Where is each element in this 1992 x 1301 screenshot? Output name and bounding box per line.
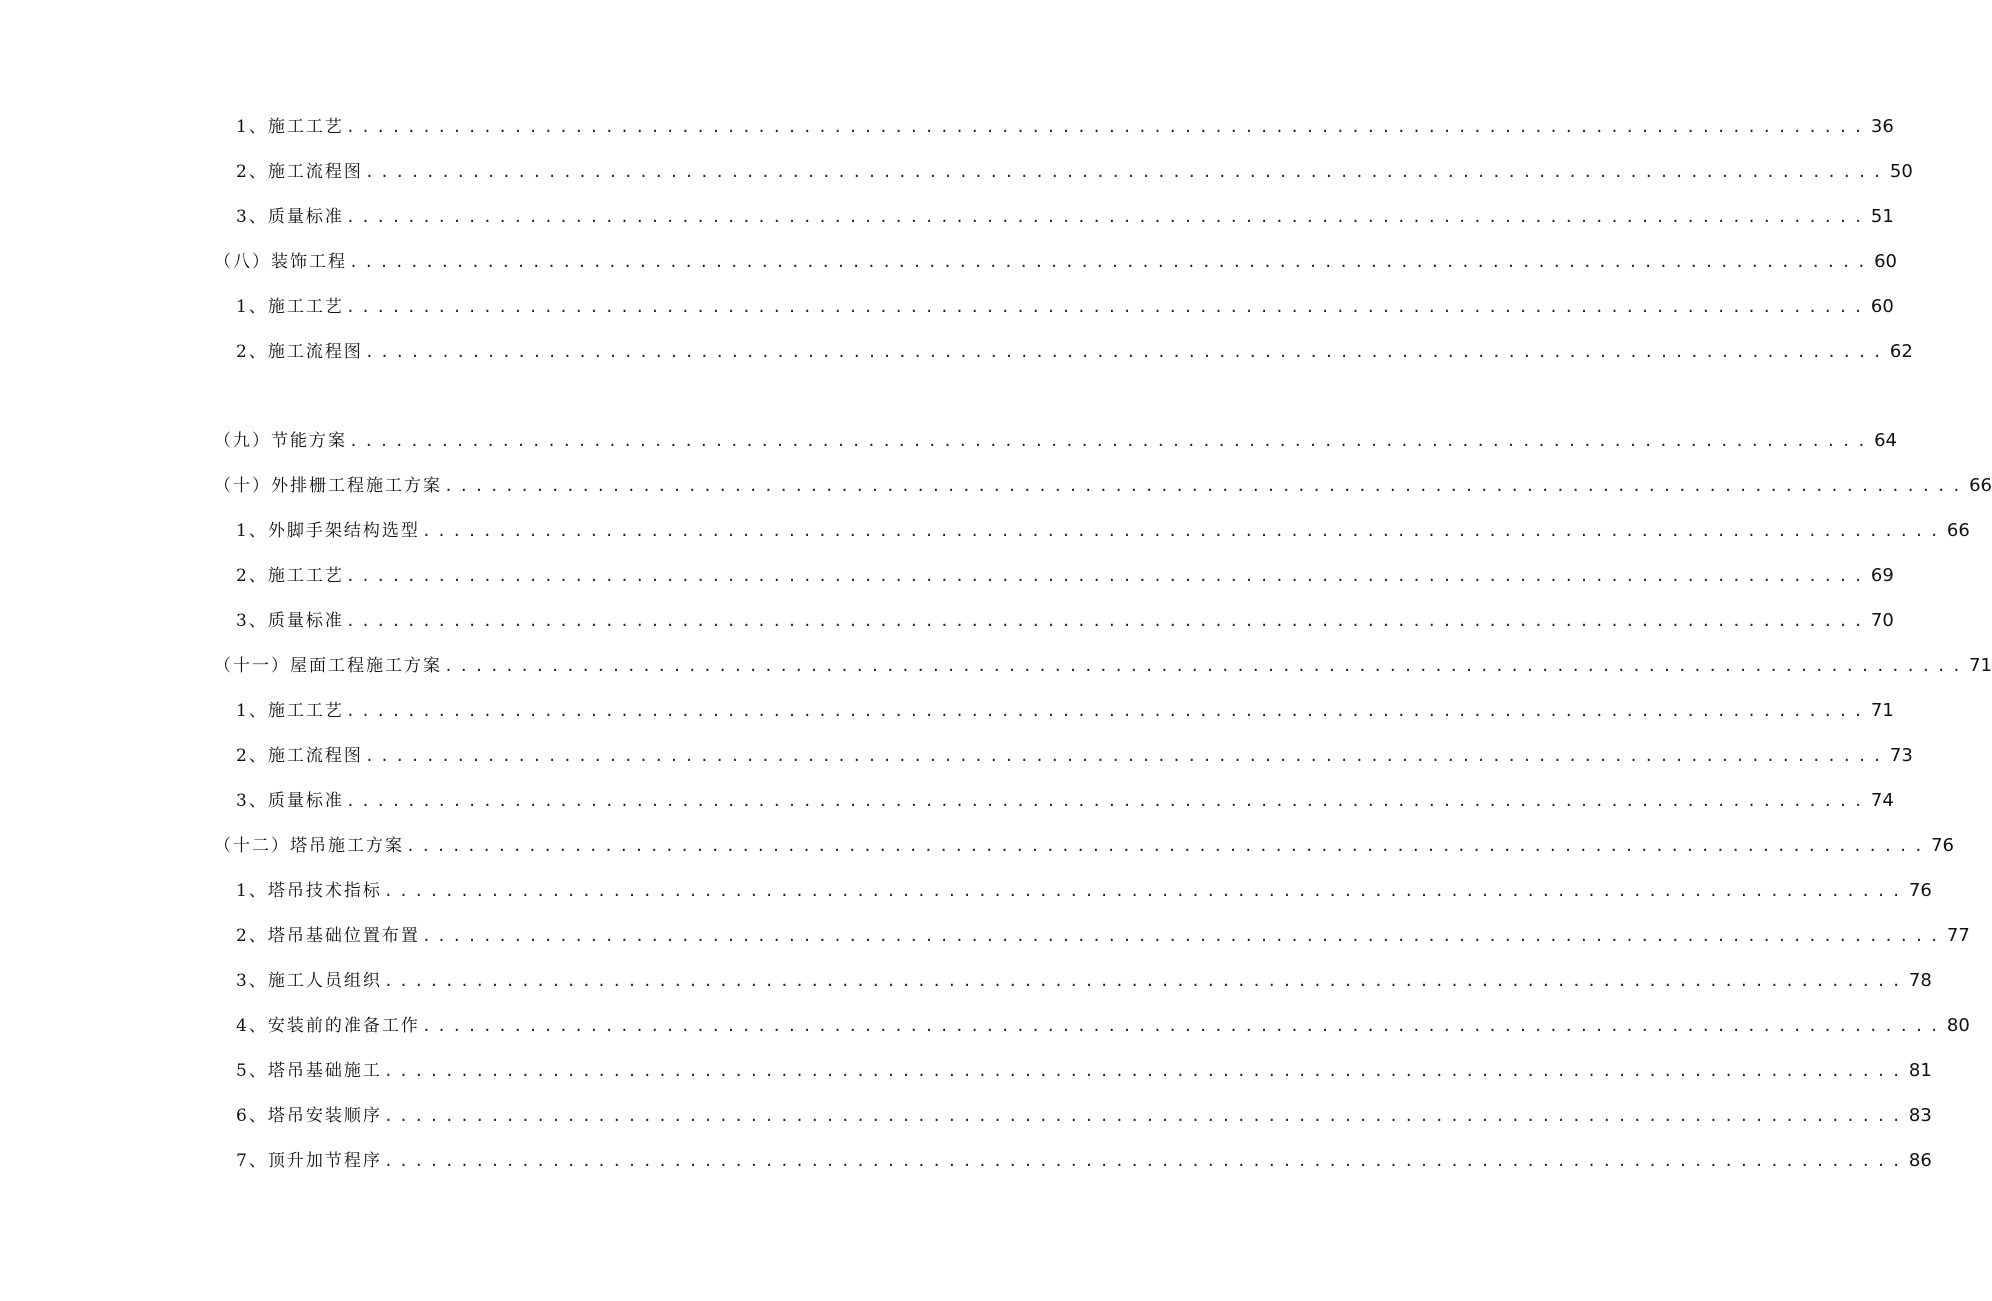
toc-leader-dots: .................................................................................................... xyxy=(349,253,1873,271)
toc-entry-title: 1、施工工艺 xyxy=(236,701,344,721)
toc-entry[interactable] xyxy=(236,1011,1970,1041)
toc-entry-page: 36 xyxy=(1870,116,1894,137)
toc-leader-dots: .................................................................................................... xyxy=(421,1017,1945,1035)
toc-entry-title: 1、塔吊技术指标 xyxy=(236,881,382,901)
toc-leader-dots: .................................................................................................... xyxy=(345,792,1869,810)
toc-entry[interactable] xyxy=(236,786,1894,816)
toc-entry[interactable] xyxy=(236,337,1913,367)
toc-entry[interactable] xyxy=(214,426,1897,456)
toc-entry[interactable] xyxy=(236,921,1970,951)
toc-entry-title: 1、施工工艺 xyxy=(236,117,344,137)
toc-entry-title: （八）装饰工程 xyxy=(214,252,347,272)
toc-leader-dots: .................................................................................................... xyxy=(364,747,1888,765)
toc-entry[interactable] xyxy=(236,1146,1932,1176)
toc-entry-title: 2、施工流程图 xyxy=(236,746,363,766)
toc-entry-page: 73 xyxy=(1889,745,1913,766)
toc-entry-page: 77 xyxy=(1946,925,1970,946)
toc-entry-title: 7、顶升加节程序 xyxy=(236,1151,382,1171)
toc-leader-dots: .................................................................................................... xyxy=(383,1062,1907,1080)
toc-leader-dots: .................................................................................................... xyxy=(383,882,1907,900)
toc-leader-dots: .................................................................................................... xyxy=(345,208,1869,226)
toc-entry-title: 6、塔吊安装顺序 xyxy=(236,1106,382,1126)
toc-entry-page: 62 xyxy=(1889,341,1913,362)
toc-entry[interactable] xyxy=(214,471,1992,501)
toc-entry-title: （九）节能方案 xyxy=(214,431,347,451)
toc-entry-page: 66 xyxy=(1969,475,1992,496)
toc-entry[interactable] xyxy=(236,112,1894,142)
toc-entry-title: （十）外排栅工程施工方案 xyxy=(214,476,442,496)
toc-entry-title: 4、安装前的准备工作 xyxy=(236,1016,420,1036)
toc-entry-page: 69 xyxy=(1870,565,1894,586)
toc-leader-dots: .................................................................................................... xyxy=(421,927,1945,945)
toc-entry[interactable] xyxy=(214,831,1954,861)
toc-entry-page: 76 xyxy=(1908,880,1932,901)
toc-entry-page: 71 xyxy=(1969,655,1992,676)
toc-entry-page: 86 xyxy=(1908,1150,1932,1171)
toc-entry[interactable] xyxy=(236,606,1894,636)
toc-leader-dots: .................................................................................................... xyxy=(345,567,1869,585)
toc-entry-page: 60 xyxy=(1874,251,1897,272)
toc-entry-title: 2、施工工艺 xyxy=(236,566,344,586)
toc-entry[interactable] xyxy=(214,651,1992,681)
toc-entry[interactable] xyxy=(236,157,1913,187)
toc-entry[interactable] xyxy=(236,966,1932,996)
toc-entry-title: 2、施工流程图 xyxy=(236,162,363,182)
toc-leader-dots: .................................................................................................... xyxy=(345,612,1869,630)
toc-entry[interactable] xyxy=(236,561,1894,591)
toc-leader-dots: .................................................................................................... xyxy=(406,837,1930,855)
toc-entry-page: 76 xyxy=(1931,835,1954,856)
toc-entry-title: （十一）屋面工程施工方案 xyxy=(214,656,442,676)
toc-entry-page: 83 xyxy=(1908,1105,1932,1126)
toc-entry-page: 50 xyxy=(1889,161,1913,182)
toc-entry-page: 81 xyxy=(1908,1060,1932,1081)
toc-entry-page: 80 xyxy=(1946,1015,1970,1036)
toc-entry-page: 74 xyxy=(1870,790,1894,811)
toc-entry-title: 3、质量标准 xyxy=(236,207,344,227)
toc-leader-dots: .................................................................................................... xyxy=(345,118,1869,136)
toc-entry-page: 64 xyxy=(1874,430,1897,451)
toc-leader-dots: .................................................................................................... xyxy=(345,298,1869,316)
toc-leader-dots: .................................................................................................... xyxy=(364,343,1888,361)
toc-entry-title: 2、塔吊基础位置布置 xyxy=(236,926,420,946)
toc-leader-dots: .................................................................................................... xyxy=(364,163,1888,181)
toc-entry[interactable] xyxy=(236,1056,1932,1086)
toc-leader-dots: .................................................................................................... xyxy=(383,972,1907,990)
toc-leader-dots: .................................................................................................... xyxy=(444,477,1968,495)
toc-leader-dots: .................................................................................................... xyxy=(345,702,1869,720)
toc-entry-page: 71 xyxy=(1870,700,1894,721)
toc-leader-dots: .................................................................................................... xyxy=(444,657,1968,675)
toc-entry-page: 78 xyxy=(1908,970,1932,991)
toc-entry-title: 1、外脚手架结构选型 xyxy=(236,521,420,541)
toc-entry-title: 3、质量标准 xyxy=(236,611,344,631)
toc-entry-title: 3、质量标准 xyxy=(236,791,344,811)
toc-entry-title: 1、施工工艺 xyxy=(236,297,344,317)
toc-entry-page: 51 xyxy=(1870,206,1894,227)
toc-entry-title: 3、施工人员组织 xyxy=(236,971,382,991)
toc-entry-title: 5、塔吊基础施工 xyxy=(236,1061,382,1081)
toc-leader-dots: .................................................................................................... xyxy=(383,1152,1907,1170)
toc-leader-dots: .................................................................................................... xyxy=(349,432,1873,450)
toc-entry-title: （十二）塔吊施工方案 xyxy=(214,836,404,856)
toc-entry[interactable] xyxy=(236,292,1894,322)
toc-entry-page: 66 xyxy=(1946,520,1970,541)
toc-entry[interactable] xyxy=(236,696,1894,726)
toc-entry[interactable] xyxy=(236,516,1970,546)
toc-leader-dots: .................................................................................................... xyxy=(421,522,1945,540)
toc-entry[interactable] xyxy=(236,876,1932,906)
toc-leader-dots: .................................................................................................... xyxy=(383,1107,1907,1125)
toc-entry[interactable] xyxy=(214,247,1897,277)
toc-entry-title: 2、施工流程图 xyxy=(236,342,363,362)
toc-entry-page: 60 xyxy=(1870,296,1894,317)
toc-entry[interactable] xyxy=(236,202,1894,232)
toc-entry-page: 70 xyxy=(1870,610,1894,631)
toc-entry[interactable] xyxy=(236,741,1913,771)
toc-entry[interactable] xyxy=(236,1101,1932,1131)
